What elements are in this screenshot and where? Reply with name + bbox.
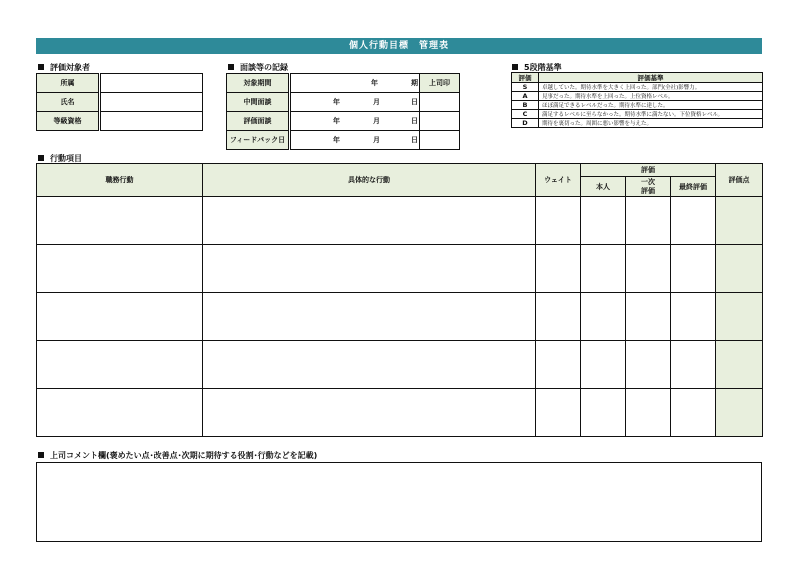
table-row <box>37 245 763 293</box>
section-bullet-icon <box>228 64 234 70</box>
criteria-col-grade: 評価 <box>512 73 539 83</box>
mid-interview-date-field[interactable] <box>290 93 420 112</box>
final-eval-cell[interactable] <box>671 293 716 341</box>
subject-table <box>36 73 203 131</box>
unit-day: 日 <box>411 98 418 106</box>
header-weight: ウェイト <box>536 164 581 197</box>
actions-table <box>36 163 763 437</box>
header-self: 本人 <box>581 177 626 197</box>
duty-cell[interactable] <box>37 341 203 389</box>
boss-seal-label: 上司印 <box>420 74 460 93</box>
interview-table <box>226 73 460 150</box>
boss-seal-feedback[interactable] <box>420 131 460 150</box>
interview-label-period: 対象期間 <box>227 74 290 93</box>
points-cell[interactable] <box>716 245 763 293</box>
concrete-cell[interactable] <box>203 341 536 389</box>
criteria-desc: 卓越していた。期待水準を大きく上回った。部門(全社)影響力。 <box>539 83 763 92</box>
criteria-table <box>511 72 763 128</box>
subject-heading-text: 評価対象者 <box>50 63 90 72</box>
header-points: 評価点 <box>716 164 763 197</box>
final-eval-cell[interactable] <box>671 245 716 293</box>
header-evaluation: 評価 <box>581 164 716 177</box>
self-eval-cell[interactable] <box>581 245 626 293</box>
duty-cell[interactable] <box>37 245 203 293</box>
self-eval-cell[interactable] <box>581 197 626 245</box>
duty-cell[interactable] <box>37 293 203 341</box>
concrete-cell[interactable] <box>203 245 536 293</box>
unit-month: 月 <box>373 136 380 144</box>
criteria-grade: B <box>512 101 539 110</box>
subject-value-name[interactable] <box>100 93 203 112</box>
subject-value-grade[interactable] <box>100 112 203 131</box>
interview-label-feedback: フィードバック日 <box>227 131 290 150</box>
header-final-eval: 最終評価 <box>671 177 716 197</box>
criteria-col-basis: 評価基準 <box>539 73 763 83</box>
subject-label-dept: 所属 <box>37 74 100 93</box>
criteria-desc: 期待を裏切った。周囲に悪い影響を与えた。 <box>539 119 763 128</box>
first-eval-cell[interactable] <box>626 293 671 341</box>
points-cell[interactable] <box>716 341 763 389</box>
weight-cell[interactable] <box>536 293 581 341</box>
eval-interview-date-field[interactable] <box>290 112 420 131</box>
concrete-cell[interactable] <box>203 197 536 245</box>
subject-label-grade: 等級資格 <box>37 112 100 131</box>
unit-year: 年 <box>333 117 340 125</box>
unit-day: 日 <box>411 136 418 144</box>
interview-label-mid: 中間面談 <box>227 93 290 112</box>
subject-section-heading <box>38 62 90 73</box>
table-row <box>37 341 763 389</box>
comment-box[interactable] <box>36 462 762 542</box>
criteria-desc: 満足するレベルに至らなかった。期待水準に満たない。下位資格レベル。 <box>539 110 763 119</box>
header-duty: 職務行動 <box>37 164 203 197</box>
criteria-heading-text: 5段階基準 <box>524 63 562 72</box>
criteria-desc: 見事だった。期待水準を上回った。上位資格レベル。 <box>539 92 763 101</box>
boss-seal-eval[interactable] <box>420 112 460 131</box>
final-eval-cell[interactable] <box>671 389 716 437</box>
interview-heading-text: 面談等の記録 <box>240 63 288 72</box>
subject-value-dept[interactable] <box>100 74 203 93</box>
points-cell[interactable] <box>716 389 763 437</box>
weight-cell[interactable] <box>536 197 581 245</box>
interview-label-eval: 評価面談 <box>227 112 290 131</box>
header-first-eval: 一次 評価 <box>626 177 671 197</box>
section-bullet-icon <box>512 64 518 70</box>
points-cell[interactable] <box>716 197 763 245</box>
boss-seal-mid[interactable] <box>420 93 460 112</box>
first-eval-cell[interactable] <box>626 341 671 389</box>
feedback-date-field[interactable] <box>290 131 420 150</box>
unit-month: 月 <box>373 98 380 106</box>
duty-cell[interactable] <box>37 389 203 437</box>
criteria-desc: ほぼ満足できるレベルだった。期待水準に達した。 <box>539 101 763 110</box>
table-row <box>37 389 763 437</box>
table-row <box>37 197 763 245</box>
table-row <box>37 293 763 341</box>
weight-cell[interactable] <box>536 389 581 437</box>
weight-cell[interactable] <box>536 245 581 293</box>
header-concrete: 具体的な行動 <box>203 164 536 197</box>
page-title: 個人行動目標 管理表 <box>36 38 762 54</box>
weight-cell[interactable] <box>536 341 581 389</box>
self-eval-cell[interactable] <box>581 293 626 341</box>
final-eval-cell[interactable] <box>671 341 716 389</box>
unit-month: 月 <box>373 117 380 125</box>
subject-label-name: 氏名 <box>37 93 100 112</box>
period-field[interactable] <box>290 74 420 93</box>
points-cell[interactable] <box>716 293 763 341</box>
unit-year: 年 <box>371 79 378 87</box>
self-eval-cell[interactable] <box>581 389 626 437</box>
criteria-grade: S <box>512 83 539 92</box>
final-eval-cell[interactable] <box>671 197 716 245</box>
concrete-cell[interactable] <box>203 389 536 437</box>
unit-year: 年 <box>333 136 340 144</box>
interview-section-heading <box>228 62 288 73</box>
self-eval-cell[interactable] <box>581 341 626 389</box>
concrete-cell[interactable] <box>203 293 536 341</box>
criteria-grade: D <box>512 119 539 128</box>
section-bullet-icon <box>38 155 44 161</box>
criteria-grade: A <box>512 92 539 101</box>
section-bullet-icon <box>38 64 44 70</box>
duty-cell[interactable] <box>37 197 203 245</box>
first-eval-cell[interactable] <box>626 245 671 293</box>
criteria-grade: C <box>512 110 539 119</box>
first-eval-cell[interactable] <box>626 197 671 245</box>
actions-heading-text: 行動項目 <box>50 154 82 163</box>
comment-heading-text: 上司コメント欄(褒めたい点･改善点･次期に期待する役割･行動などを記載) <box>50 451 318 460</box>
first-eval-cell[interactable] <box>626 389 671 437</box>
comment-section-heading <box>38 450 317 461</box>
unit-year: 年 <box>333 98 340 106</box>
unit-term: 期 <box>411 79 418 87</box>
section-bullet-icon <box>38 452 44 458</box>
unit-day: 日 <box>411 117 418 125</box>
